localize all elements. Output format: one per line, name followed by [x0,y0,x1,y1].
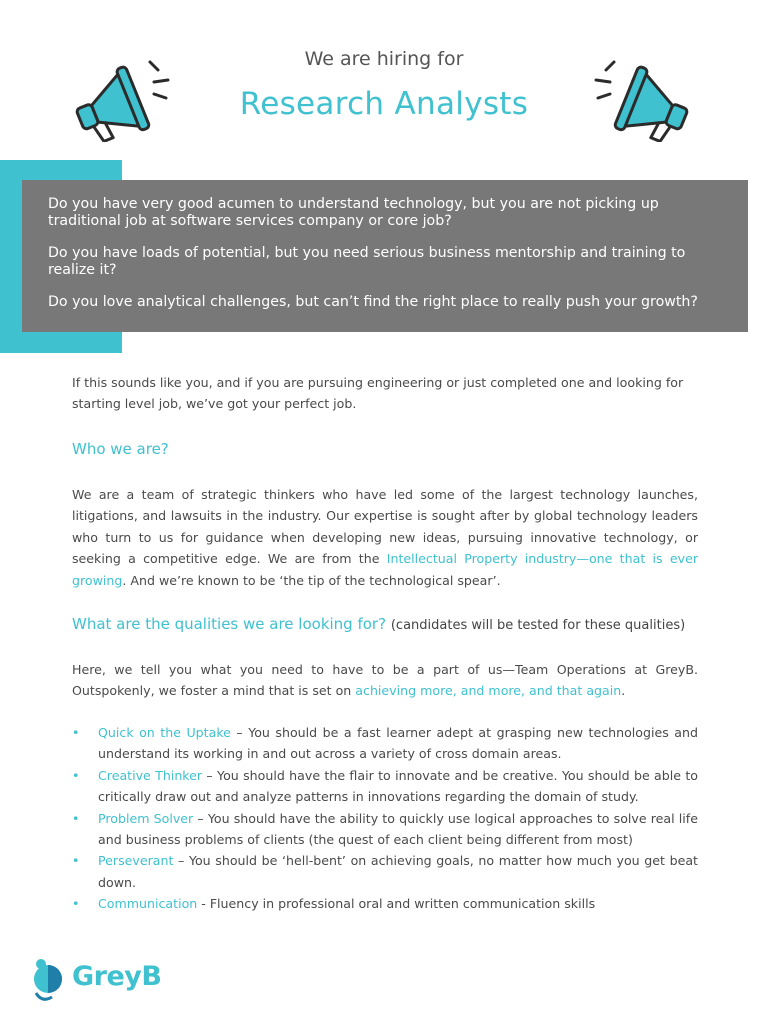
list-item [72,765,698,808]
bullet-icon: • [72,725,80,740]
list-item [72,808,698,851]
list-item [72,893,698,914]
qualities-text: Here, we tell you what you need to have to be a part of us—Team Operations at GreyB. Outspokenly, we foster a mind that is set on [72,662,698,699]
quality-term: Perseverant [98,853,174,869]
section-heading-qualities [72,615,685,633]
bullet-icon: • [72,810,80,826]
quality-desc: - Fluency in professional oral and written communication skills [197,896,596,912]
section-heading-who: Who we are? [72,440,169,458]
qualities-note: (candidates will be tested for these qualities) [390,618,686,633]
list-item [72,722,698,765]
qualities-heading: What are the qualities we are looking for? [72,615,387,633]
qualities-list [72,722,698,915]
hiring-subtitle: We are hiring for [304,48,464,70]
megaphone-icon [592,52,702,142]
megaphone-icon [62,52,172,142]
intro-question-box [22,180,748,332]
list-item [72,850,698,893]
quality-desc: – You should have the ability to quickly use logical approaches to solve real life and business problems of clients (the quest of each client being different from most) [98,810,698,848]
who-paragraph [72,484,698,591]
bullet-icon: • [72,896,80,912]
quality-term: Creative Thinker [98,767,203,783]
intro-question: Do you love analytical challenges, but can’t find the right place to really push your growth? [48,294,698,310]
qualities-paragraph [72,659,698,702]
bullet-icon: • [72,767,80,783]
intro-question: Do you have loads of potential, but you need serious business mentorship and training to realize it? [48,245,686,278]
quality-desc: – You should be ‘hell-bent’ on achieving goals, no matter how much you get beat down. [98,853,698,890]
ip-industry-link[interactable]: Intellectual Property industry—one that is ever growing [72,551,699,588]
quality-term: Problem Solver [98,810,194,826]
who-text: We are a team of strategic thinkers who have led some of the largest technology launches, litigations, and lawsuits in the industry. Our expertise is sought after by global technology leaders who turn to us for guidance when developing new ideas, pursuing innovative technology, or seeking a competitive edge. We are from the [72,487,698,567]
qualities-text-end: . [621,683,626,699]
who-text-end: . And we’re known to be ‘the tip of the technological spear’. [122,572,501,588]
achieving-more-link[interactable]: achieving more, and more, and that again [355,683,622,699]
intro-paragraph: If this sounds like you, and if you are pursuing engineering or just completed one and looking for starting level job, we’ve got your perfect job. [72,375,684,412]
quality-desc: – You should be a fast learner adept at grasping new technologies and understand its working in and out across a variety of cross domain areas. [98,725,699,762]
quality-desc: – You should have the flair to innovate and be creative. You should be able to critically draw out and analyze patterns in innovations regarding the domain of study. [98,767,698,805]
job-title: Research Analysts [239,86,529,122]
intro-question: Do you have very good acumen to understand technology, but you are not picking up traditional job at software services company or core job? [48,196,659,229]
quality-term: Communication [98,896,198,912]
quality-term: Quick on the Uptake [98,725,231,740]
greyb-logo-text: GreyB [72,961,162,992]
bullet-icon: • [72,853,80,869]
